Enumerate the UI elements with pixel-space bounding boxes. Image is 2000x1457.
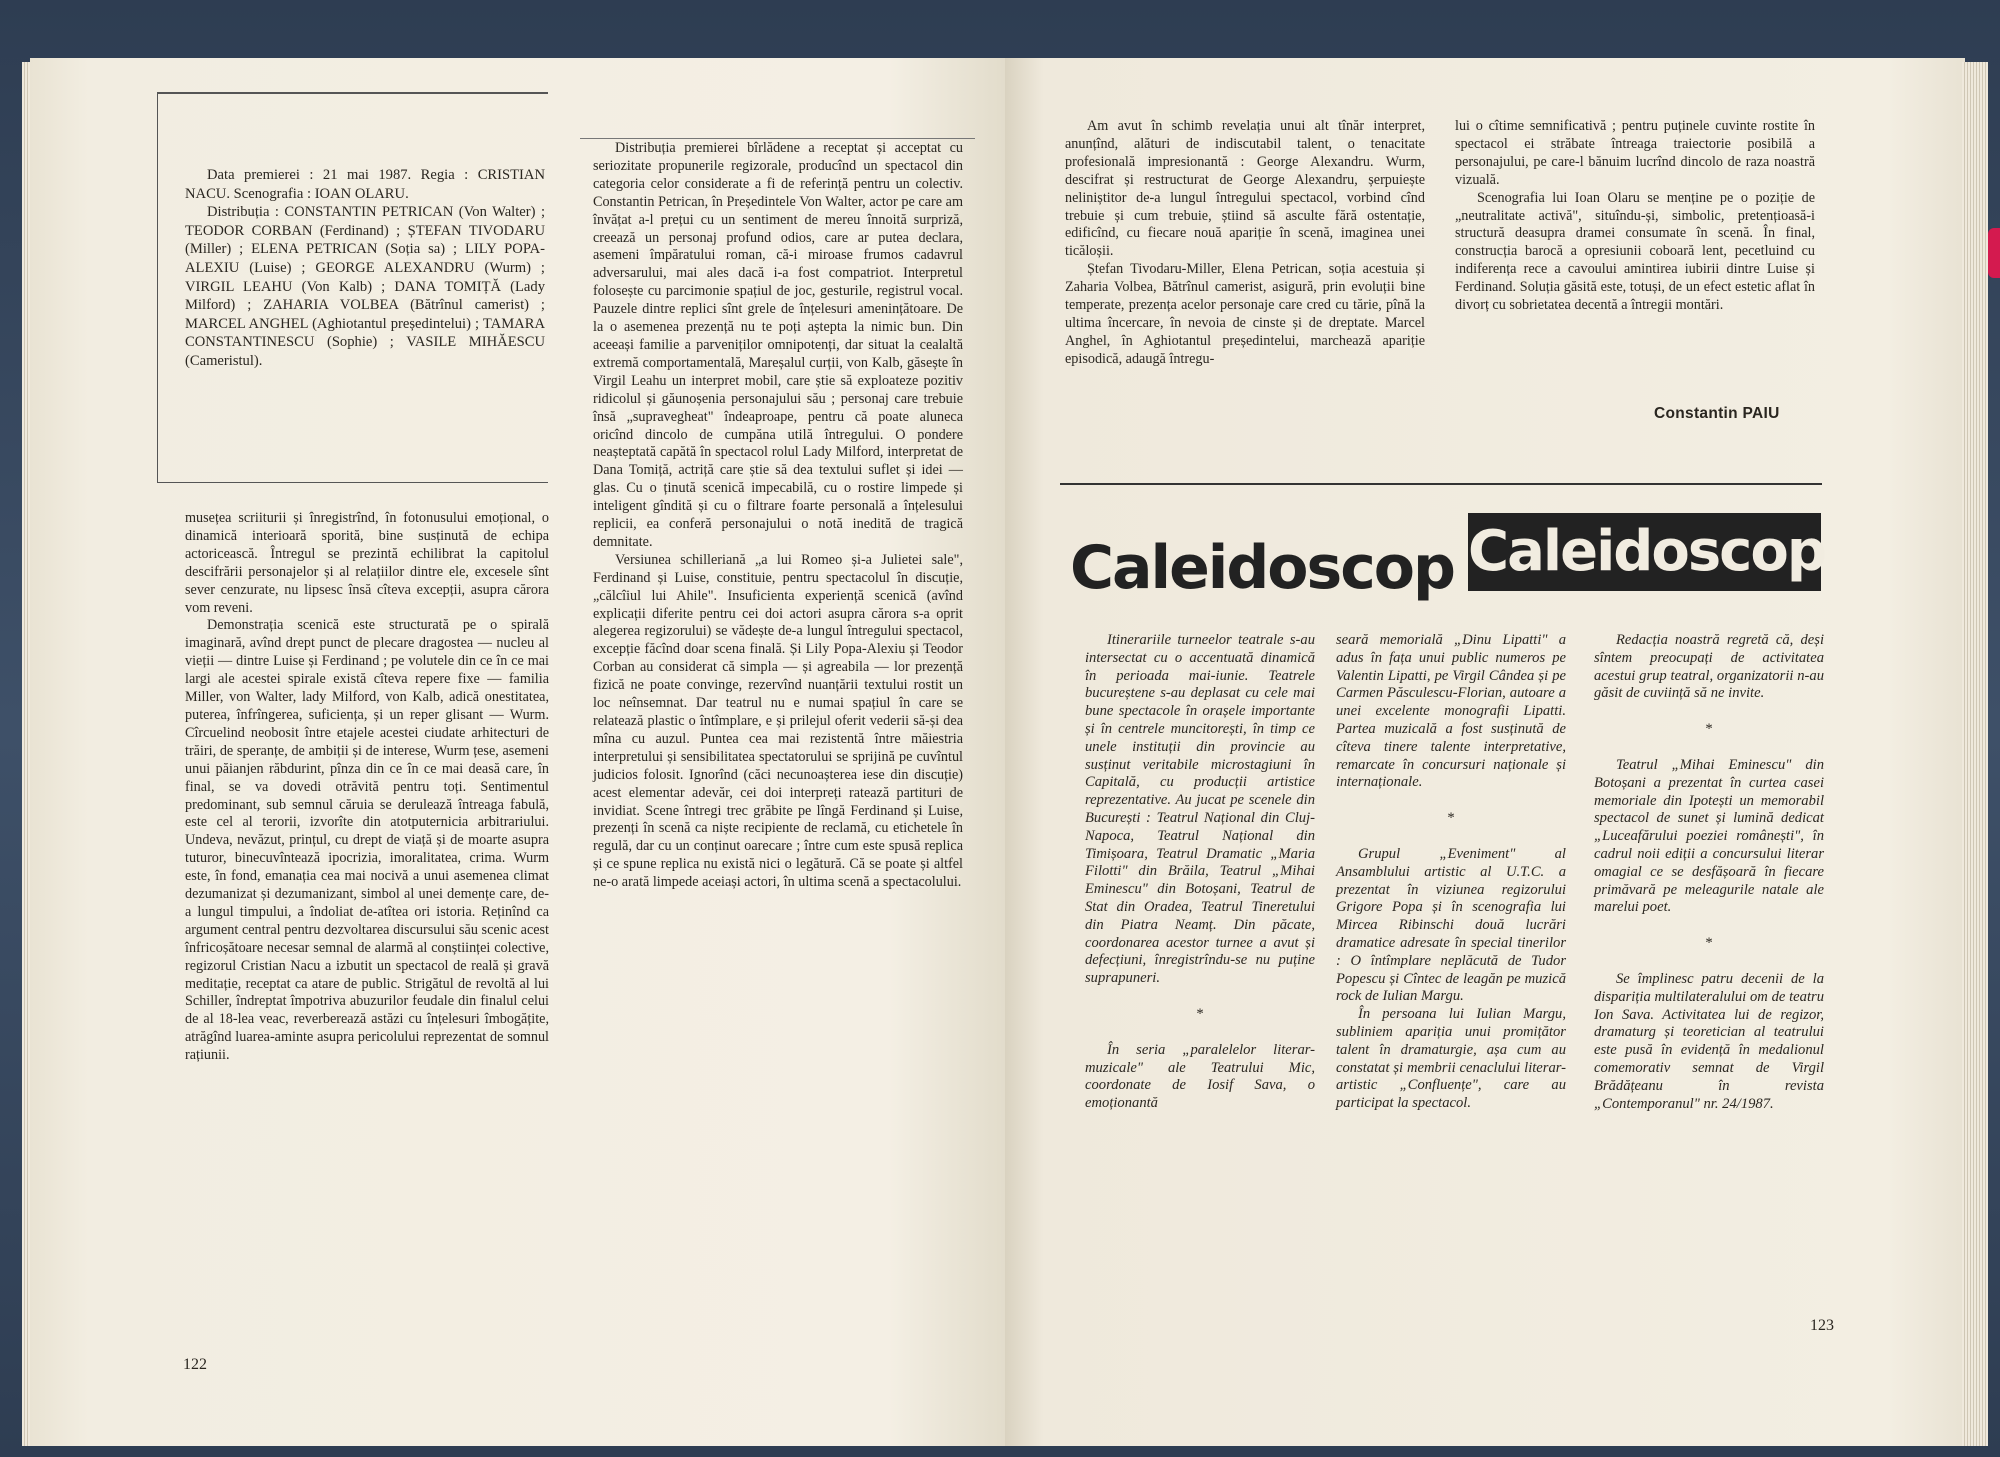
news-item: Redacția noastră regretă că, deși sîntem preocupați de activitatea acestui grup teatral, organizatorii n-au găsit de cuviință să ne invite. xyxy=(1594,632,1824,702)
caleidoscop-logo-inverted: Caleidoscop xyxy=(1468,513,1821,591)
article-column-1 xyxy=(185,510,549,1065)
news-item: Se împlinesc patru decenii de la dispariția multilateralului om de teatru Ion Sava. Activitatea lui de regizor, dramaturg și teoretician al teatrului este pusă în evidență în medalionul comemorativ semnat de Virgil Brădățeanu în revista „Contemporanul" nr. 24/1987. xyxy=(1594,970,1824,1112)
caleidoscop-logo-outline: Caleidoscop xyxy=(1070,533,1454,603)
page-number-left: 122 xyxy=(183,1356,207,1373)
article-column-4 xyxy=(1455,118,1815,315)
bookmark-tab xyxy=(1988,228,2000,278)
section-divider xyxy=(1060,483,1822,485)
paragraph: Scenografia lui Ioan Olaru se menține pe o poziție de „neutralitate activă", situîndu-și, simbolic, pretențioasă-i structură deasupra dramei consumate în scenă. În final, construcția barocă a opresiunii coboară lent, pecetluind cu indiferența rece a cavoului amintirea iubirii dintre Luise și Ferdinand. Soluția găsită este, totuși, de un efect estetic aflat în divorț cu sobrietatea decentă a întregii montări. xyxy=(1455,189,1815,314)
news-item: Grupul „Eveniment" al Ansamblului artistic al U.T.C. a prezentat în viziunea regizorului Grigore Popa și în scenografia lui Mircea Ribinschi două lucrări dramatice adresate în special tinerilor : O întîmplare neplăcută de Tudor Popescu și Cîntec de leagăn pe muzică rock de Iulian Margu. xyxy=(1336,845,1566,1005)
top-rule xyxy=(580,138,975,139)
page-number-right: 123 xyxy=(1810,1317,1834,1334)
news-item: În persoana lui Iulian Margu, subliniem apariția unui promițător talent în dramaturgie, așa cum au constatat și membrii cenaclului literar-artistic „Confluențe", care au participat la spectacol. xyxy=(1336,1006,1566,1112)
news-item: seară memorială „Dinu Lipatti" a adus în fața unui public numeros pe Valentin Lipatti, pe Virgil Cândea și pe Carmen Păsculescu-Florian, autoare a unei excelente monografii Lipatti. Partea muzicală a fost susținută de cîteva tinere talente interpretative, remarcate în concursuri naționale și internaționale. xyxy=(1336,632,1566,791)
star-separator: * xyxy=(1705,721,1713,738)
star-separator: * xyxy=(1447,810,1455,827)
paragraph: lui o cîtime semnificativă ; pentru puținele cuvinte rostite în spectacol ei străbate întreaga traiectorie posibilă a personajului, pe care-l bănuim lucrînd dincolo de raza noastră vizuală. xyxy=(1455,118,1815,188)
paragraph: Versiunea schilleriană „a lui Romeo și-a Julietei sale", Ferdinand și Luise, constituie, pentru spectacolul în discuție, „călcîiul lui Ahile". Insuficienta experiență scenică (avînd explicații diferite pentru cei doi actori asupra cărora s-a oprit alegerea regizorului) se vădește de-a lungul întregului spectacol, excepție făcînd doar scena finală. Și Lily Popa-Alexiu și Teodor Corban au considerat că simpla — și agreabila — lor prezență fizică ne poate convinge, rezervînd nuanțării textului rostit un loc neînsemnat. Dar teatrul nu e numai spațiul în care se relatează plastic o întîmplare, e și prilejul oferit vederii să-și dea mîna cu auzul. Puntea cea mai rezistentă între măiestria interpretului și sensibilitatea spectatorului se sprijină pe cuvîntul judicios folosit. Ignorînd (căci necunoașterea iese din discuție) acest elementar adevăr, cei doi interpreți ratează partituri de invidiat. Scene întregi trec grăbite pe lîngă Ferdinand și Luise, prezenți în scenă ca niște recipiente de reclamă, cu etichetele în regulă, dar cu un conținut oarecare ; între cum este spusă replica și ce spune replica nu există nici o legătură. Că se poate și altfel ne-o arată limpede aceiași actori, în ultima scenă a spectacolului. xyxy=(593,551,963,891)
article-column-3 xyxy=(1065,118,1425,369)
caleidoscop-column-3 xyxy=(1594,632,1824,1113)
star-separator: * xyxy=(1196,1005,1204,1022)
paragraph: Ștefan Tivodaru-Miller, Elena Petrican, soția acestuia și Zaharia Volbea, Bătrînul camerist, asigură, prin evoluții bine temperate, prezența acelor personaje care cred cu tărie, pînă la ultima încercare, în nevoia de cinste și de dreptate. Marcel Anghel, în Aghiotantul președintelui, marchează apariție episodică, adaugă întregu- xyxy=(1065,261,1425,367)
article-column-2 xyxy=(593,140,963,892)
page-edges-right xyxy=(1962,62,1988,1446)
caleidoscop-column-1 xyxy=(1085,632,1315,1113)
caleidoscop-column-2 xyxy=(1336,632,1566,1113)
paragraph: musețea scriiturii și înregistrînd, în fotonusului emoțional, o dinamică interioară sporită, bine susținută de echipa actoricească. Întregul se prezintă echilibrat la capitolul descifrării personajelor și al relațiilor dintre ele, excesele sînt sever cenzurate, nu lipsesc însă cîteva excepții, asupra cărora vom reveni. xyxy=(185,510,549,616)
credits-premiere: Data premierei : 21 mai 1987. Regia : CRISTIAN NACU. Scenografia : IOAN OLARU. xyxy=(185,167,545,202)
paragraph: Am avut în schimb revelația unui alt tînăr interpret, anunțînd, alături de indiscutabil talent, o tenacitate profesională impresionantă : George Alexandru. Wurm, descifrat și restructurat de George Alexandru, șerpuiește neliniștitor de-a lungul întregului spectacol, vorbind cînd trebuie și cum trebuie, știind să asculte fără ostentație, edificînd, cu fiecare nouă apariție în scenă, imaginea unei ticăloșii. xyxy=(1065,118,1425,260)
author-signature: Constantin PAIU xyxy=(1654,405,1780,422)
star-separator: * xyxy=(1705,935,1713,952)
paragraph: Demonstrația scenică este structurată pe o spirală imaginară, avînd drept punct de plecare dragostea — nucleu al vieții — dintre Luise și Ferdinand ; pe volutele din ce în ce mai largi ale acestei spirale există cîteva repere fixe — familia Miller, von Walter, lady Milford, von Kalb, adică onestitatea, puterea, înfrîngerea, suficiența, și un reper glisant — Wurm. Cîrcuelind neobosit între etajele acestei ciudate arhitecturi de trăiri, de speranțe, de ambiții și de interese, Wurm țese, asemeni unui păianjen răbdurint, pînza din ce în ce mai deasă care, în final, se va dovedi otrăvită pentru toți. Sentimentul predominant, sub semnul căruia se derulează întreaga fabulă, este cel al terorii, izvorîte din atotputernicia arbitrariului. Undeva, nevăzut, prințul, cu drept de viață și de moarte asupra tuturor, binecuvîntează ipocrizia, imoralitatea, crima. Wurm este, în fond, emanația cea mai nocivă a unui asemenea climat dezumanizat și dezumanizant, simbol al unei demențe care, de-a lungul timpului, a îndoliat de-atîtea ori istoria. Reținînd ca argument central pentru dezvoltarea discursului său scenic acest înfricoșătoare necesar semnal de alarmă al conștiinței colective, regizorul Cristian Nacu a izbutit un spectacol de reală și gravă meditație, receptat ca atare de public. Strigătul de revoltă al lui Schiller, îndreptat împotriva abuzurilor feudale din finalul celui de al 18-lea veac, reverberează astăzi cu înțelesuri îmbogățite, atrăgînd luarea-aminte asupra pericolului reprezentat de somnul rațiunii. xyxy=(185,617,549,1064)
paragraph: Distribuția premierei bîrlădene a receptat și acceptat cu seriozitate propunerile regizorale, producînd un spectacol din categoria celor considerate a fi de referință pentru un colectiv. Constantin Petrican, în Președintele Von Walter, actor pe care am învățat a-l prețui cu un sentiment de mereu înnoită surpriză, creează un personaj profund odios, care ar putea declara, asemeni împăratului roman, că-i miroase frumos cadavrul adversarului, mai ales dacă i-a fost compatriot. Interpretul folosește cu parcimonie spațiul de joc, gesturile, registrul vocal. Pauzele dintre replici sînt grele de înțelesuri amenințătoare. De la o asemenea prezență nu te poți aștepta la nimic bun. Din aceeași familie a parveniților omnipotenți, dar situat la cealaltă extremă comportamentală, Mareșalul curții, von Kalb, găsește în Virgil Leahu un interpret mobil, care știe să exploateze pozitiv ridicolul și găunoșenia personajului său ; personaj care trebuie însă „supravegheat" îndeaproape, pentru că poate aluneca oricînd dincolo de cumpăna utilă întregului. O pondere neașteptată capătă în spectacol rolul Lady Milford, interpretat de Dana Tomiță, actriță care știe să dea textului suflet și idei — glas. Cu o ținută scenică impecabilă, cu o rostire limpede și inteligent gîndită și cu o filtrare foarte personală a înțelesului replicii, ea conferă personajului o notă inedită de tragică demnitate. xyxy=(593,140,963,550)
credits-cast: Distribuția : CONSTANTIN PETRICAN (Von Walter) ; TEODOR CORBAN (Ferdinand) ; ȘTEFAN TIVODARU (Miller) ; ELENA PETRICAN (Soția sa) ; LILY POPA-ALEXIU (Luise) ; GEORGE ALEXANDRU (Wurm) ; VIRGIL LEAHU (Von Kalb) ; DANA TOMIȚĂ (Lady Milford) ; ZAHARIA VOLBEA (Bătrînul camerist) ; MARCEL ANGHEL (Aghiotantul președintelui) ; TAMARA CONSTANTINESCU (Sophie) ; VASILE MIHĂESCU (Cameristul). xyxy=(185,204,545,369)
news-item: Itinerariile turneelor teatrale s-au intersectat cu o accentuată dinamică în perioada mai-iunie. Teatrele bucureștene s-au deplasat cu cele mai bune spectacole în orașele importante și în centrele muncitorești, în timp ce unele instituții din provincie au susținut veritabile microstagiuni în Capitală, cu producții artistice reprezentative. Au jucat pe scenele din București : Teatrul Național din Cluj-Napoca, Teatrul Național din Timișoara, Teatrul Dramatic „Maria Filotti" din Brăila, Teatrul „Mihai Eminescu" din Botoșani, Teatrul de Stat din Oradea, Teatrul Tineretului din Piatra Neamț. Din păcate, coordonarea acestor turnee a avut și defecțiuni, înregistrîndu-se nu puține suprapuneri. xyxy=(1085,632,1315,987)
news-item: În seria „paralelelor literar-muzicale" ale Teatrului Mic, coordonate de Iosif Sava, o emoționantă xyxy=(1085,1041,1315,1112)
news-item: Teatrul „Mihai Eminescu" din Botoșani a prezentat în curtea casei memoriale din Ipotești un memorabil spectacol de sunet și lumină dedicat „Luceafărului poeziei românești", în cadrul noii ediții a concursului literar omagial ce se desfășoară în fiecare primăvară pe meleagurile natale ale marelui poet. xyxy=(1594,756,1824,916)
credits-block xyxy=(185,166,545,371)
